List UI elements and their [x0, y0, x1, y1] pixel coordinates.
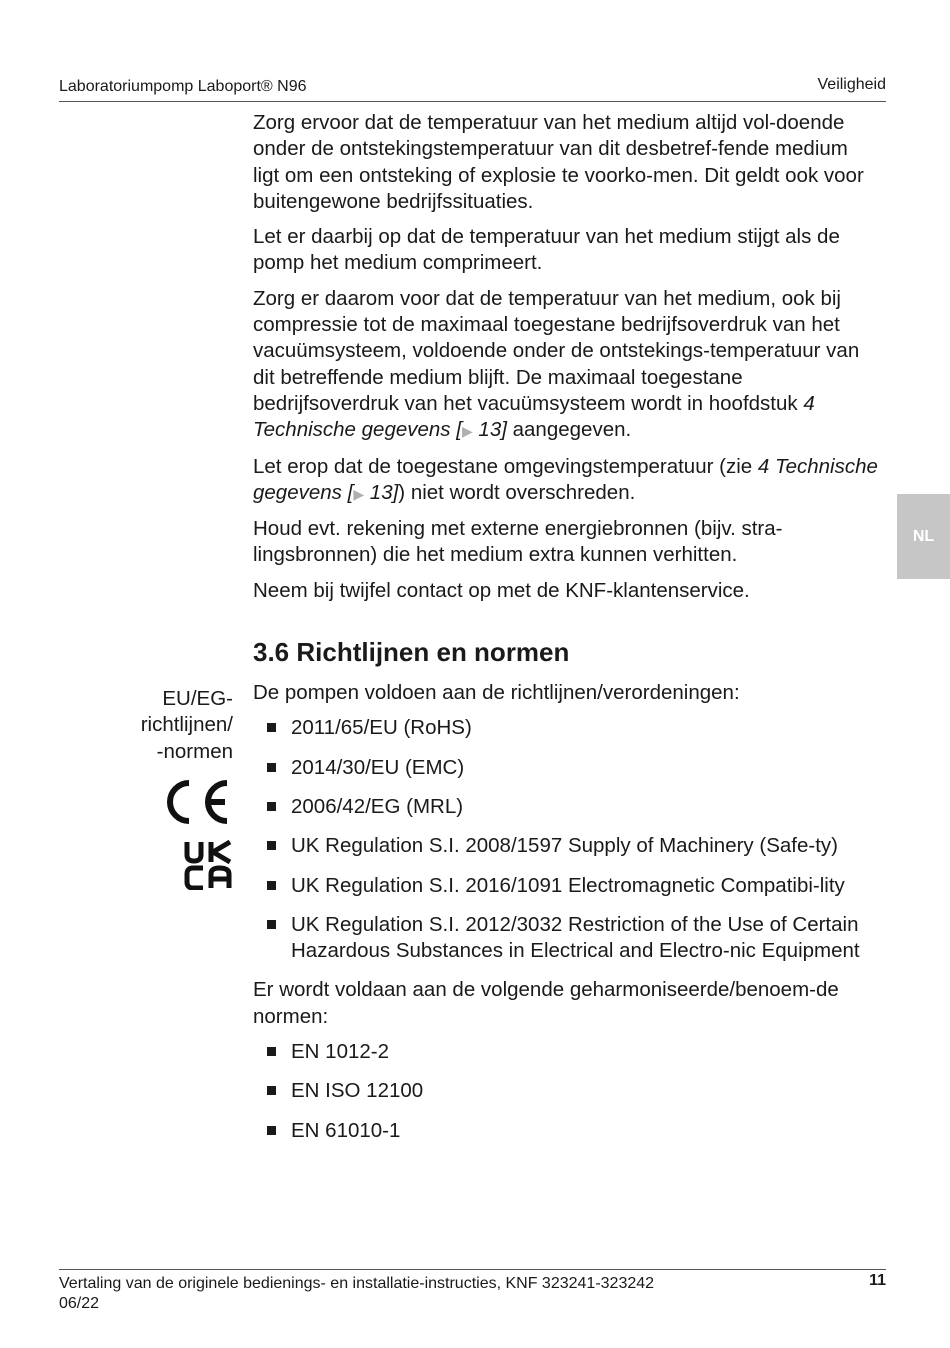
norms-intro: Er wordt voldaan aan de volgende geharmoniseerde/benoem-de normen:	[253, 978, 839, 1028]
language-tab-label: NL	[912, 527, 935, 545]
directives-list	[253, 715, 878, 964]
list-item: UK Regulation S.I. 2012/3032 Restriction of the Use of Certain Hazardous Substances in Electrical and Electro-nic Equipment	[253, 912, 878, 965]
arrow-right-icon: ▶	[353, 485, 365, 502]
main-content	[253, 110, 878, 1157]
header-divider	[59, 101, 886, 102]
paragraph: Let er daarbij op dat de temperatuur van het medium stijgt als de pomp het medium comprimeert.	[253, 225, 840, 275]
list-item: EN ISO 12100	[253, 1078, 878, 1104]
paragraph: Let erop dat de toegestane omgevingstemperatuur (zie 4 Technische gegevens [▶ 13]) niet wordt overschreden.	[253, 454, 878, 504]
ukca-mark-icon	[183, 840, 235, 890]
language-tab	[897, 494, 950, 579]
list-item: UK Regulation S.I. 2016/1091 Electromagnetic Compatibi-lity	[253, 873, 878, 899]
header-title: Laboratoriumpomp Laboport® N96	[59, 78, 307, 95]
footer-text: Vertaling van de originele bedienings- en installatie-instructies, KNF 323241-323242 06/22	[59, 1275, 655, 1312]
header-section: Veiligheid	[817, 76, 886, 93]
paragraph: Zorg er daarom voor dat de temperatuur van het medium, ook bij compressie tot de maximaal toegestane bedrijfsoverdruk van het vacuümsysteem, voldoende onder de ontstekings-temperatuur van dit betreffende medium blijft. De maximaal toegestane bedrijfsoverdruk van het vacuümsysteem wordt in hoofdstuk 4 Technische gegevens [▶ 13] aangegeven.	[253, 286, 860, 442]
cross-reference[interactable]: 4 Technische gegevens [▶ 13]	[253, 391, 815, 442]
section-heading: 3.6 Richtlijnen en normen	[253, 637, 570, 668]
list-item: UK Regulation S.I. 2008/1597 Supply of Machinery (Safe-ty)	[253, 833, 878, 859]
norms-list	[253, 1039, 878, 1144]
paragraph: Zorg ervoor dat de temperatuur van het medium altijd vol-doende onder de ontstekingstemperatuur van dit desbetref-fende medium ligt om een ontsteking of explosie te voorko-men. Dit geldt ook voor buitengewone bedrijfssituaties.	[253, 111, 864, 213]
list-item: EN 1012-2	[253, 1039, 878, 1065]
list-item: 2011/65/EU (RoHS)	[253, 715, 878, 741]
footer-divider	[59, 1269, 886, 1270]
list-item: 2014/30/EU (EMC)	[253, 755, 878, 781]
page-number: 11	[869, 1272, 886, 1289]
list-item: EN 61010-1	[253, 1118, 878, 1144]
directives-intro: De pompen voldoen aan de richtlijnen/verordeningen:	[253, 681, 740, 705]
list-item: 2006/42/EG (MRL)	[253, 794, 878, 820]
paragraph: Houd evt. rekening met externe energiebronnen (bijv. stra-lingsbronnen) die het medium extra kunnen verhitten.	[253, 517, 783, 567]
arrow-right-icon: ▶	[461, 423, 473, 440]
cross-reference[interactable]: 4 Technische gegevens [▶ 13]	[253, 454, 878, 504]
paragraph: Neem bij twijfel contact op met de KNF-klantenservice.	[253, 578, 750, 602]
ce-mark-icon	[165, 777, 235, 827]
margin-label: EU/EG- richtlijnen/ -normen	[140, 687, 233, 763]
